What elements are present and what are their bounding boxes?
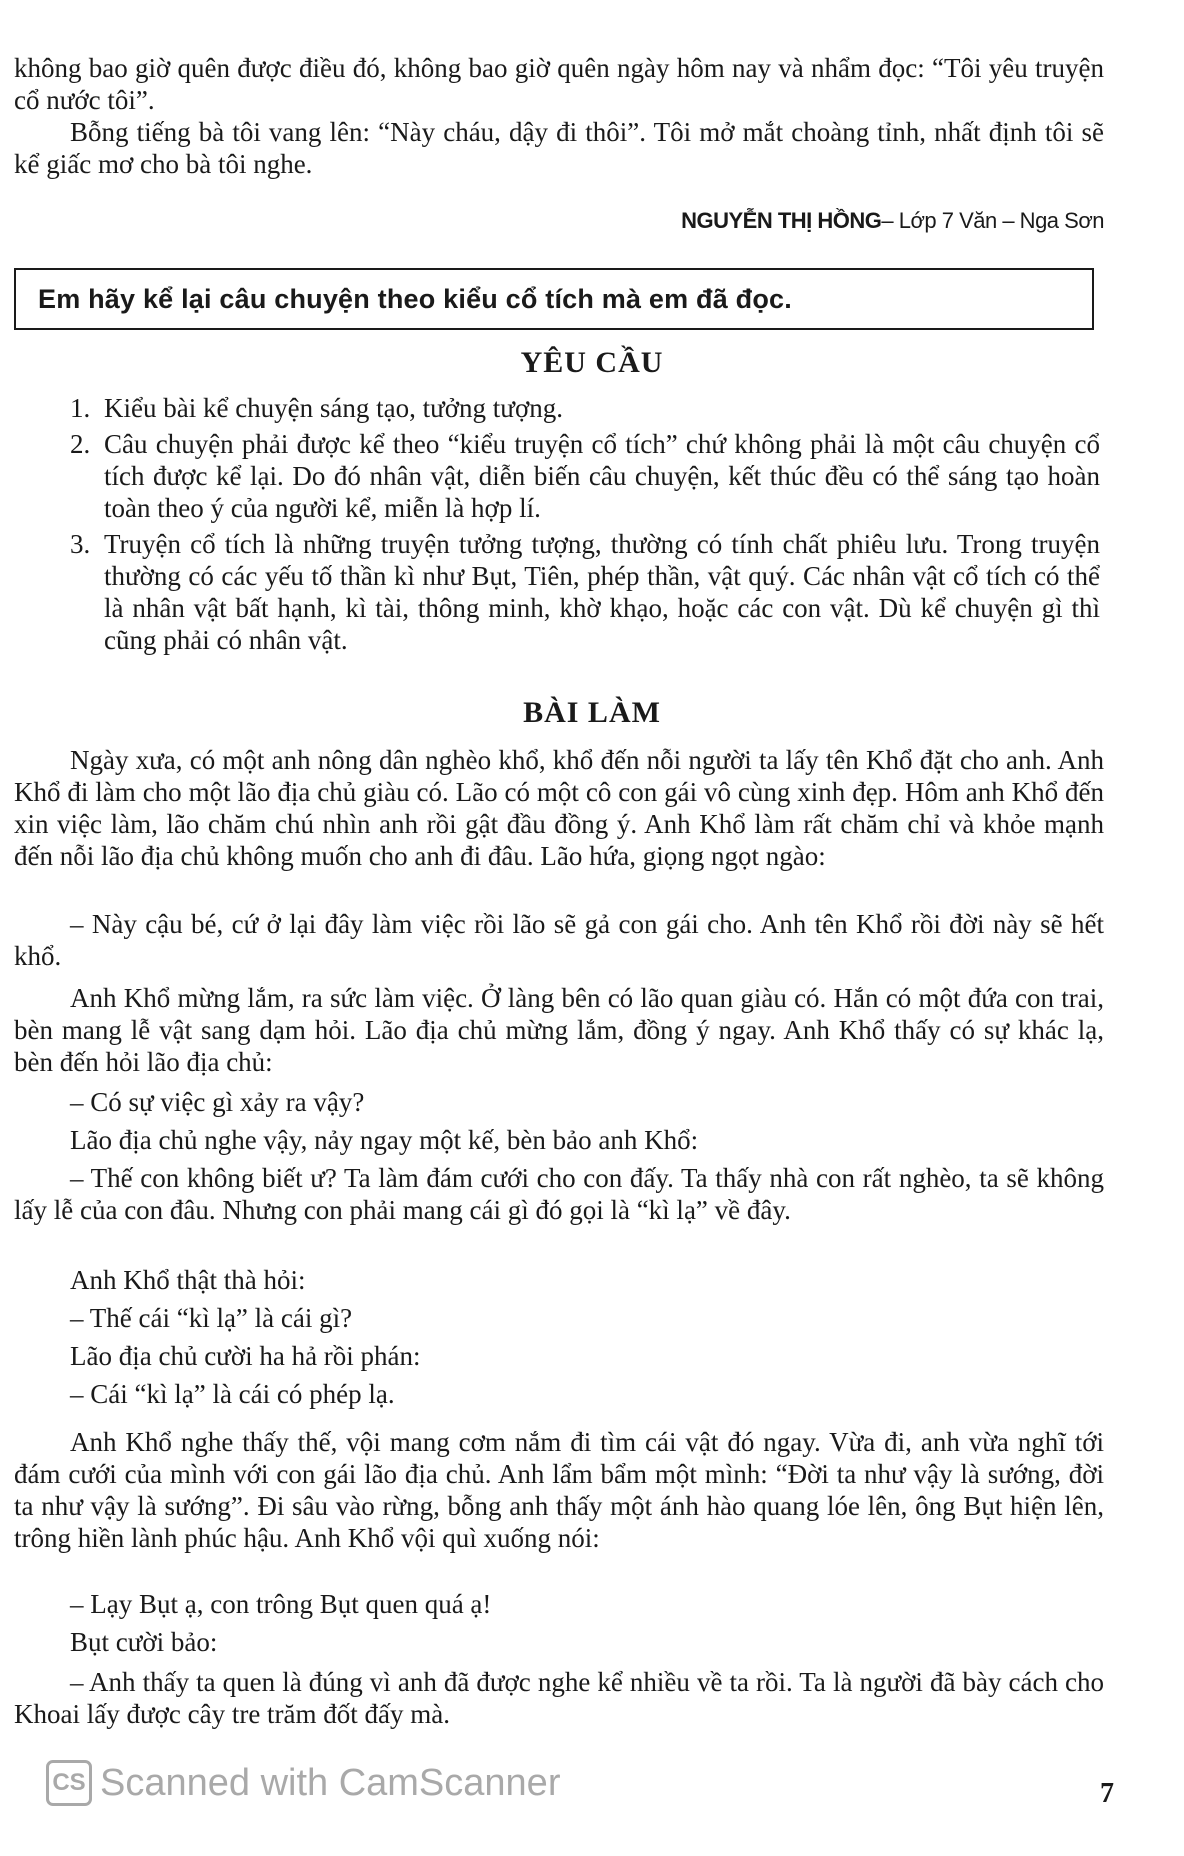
essay-dialog: – Thế cái “kì lạ” là cái gì? bbox=[70, 1303, 353, 1333]
page-number: 7 bbox=[1100, 1778, 1114, 1809]
essay-dialog: – Anh thấy ta quen là đúng vì anh đã được nghe kể nhiều về ta rồi. Ta là người đã bày cách cho Khoai lấy được cây tre trăm đốt đấy mà. bbox=[14, 1667, 1104, 1729]
essay-paragraph: Anh Khổ thật thà hỏi: bbox=[70, 1265, 306, 1295]
requirement-text: Câu chuyện phải được kể theo “kiểu truyện cổ tích” chứ không phải là một câu chuyện cổ tích được kể lại. Do đó nhân vật, diễn biến câu chuyện, kết thúc đều có thể sáng tạo hoàn toàn theo ý của người kể, miễn là hợp lí. bbox=[104, 429, 1100, 523]
requirement-item bbox=[70, 392, 1100, 424]
task-box bbox=[14, 268, 1094, 330]
essay-paragraph: Lão địa chủ nghe vậy, nảy ngay một kế, bèn bảo anh Khổ: bbox=[70, 1125, 699, 1155]
essay-paragraph: Bụt cười bảo: bbox=[70, 1627, 218, 1657]
requirement-item bbox=[70, 528, 1100, 656]
requirement-number: 3. bbox=[70, 529, 91, 559]
essay-dialog: – Cái “kì lạ” là cái có phép lạ. bbox=[70, 1379, 395, 1409]
watermark-text: Scanned with CamScanner bbox=[100, 1761, 561, 1804]
requirement-text: Truyện cổ tích là những truyện tưởng tượng, thường có tính chất phiêu lưu. Trong truyện thường có các yếu tố thần kì như Bụt, Tiên, phép thần, vật quý. Các nhân vật cổ tích có thể là nhân vật bất hạnh, kì tài, thông minh, khờ khạo, hoặc các con vật. Dù kể chuyện gì thì cũng phải có nhân vật. bbox=[104, 529, 1100, 655]
requirement-number: 2. bbox=[70, 429, 91, 459]
essay-paragraph: Lão địa chủ cười ha hả rồi phán: bbox=[70, 1341, 421, 1371]
author-credit bbox=[681, 208, 1104, 234]
essay-paragraph: Ngày xưa, có một anh nông dân nghèo khổ, khổ đến nỗi người ta lấy tên Khổ đặt cho anh. Anh Khổ đi làm cho một lão địa chủ giàu có. Lão có một cô con gái vô cùng xinh đẹp. Hôm anh Khổ đến xin việc làm, lão chăm chú nhìn anh rồi gật đầu đồng ý. Anh Khổ làm rất chăm chỉ và khỏe mạnh đến nỗi lão địa chủ không muốn cho anh đi đâu. Lão hứa, giọng ngọt ngào: bbox=[14, 745, 1104, 871]
essay-paragraph: Anh Khổ nghe thấy thế, vội mang cơm nắm đi tìm cái vật đó ngay. Vừa đi, anh vừa nghĩ tới đám cưới của mình với con gái lão địa chủ. Anh lẩm bẩm một mình: “Đời ta như vậy là sướng, đời ta như vậy là sướng”. Đi sâu vào rừng, bỗng anh thấy một ánh hào quang lóe lên, ông Bụt hiện lên, trông hiền lành phúc hậu. Anh Khổ vội quì xuống nói: bbox=[14, 1427, 1104, 1553]
essay-dialog: – Lạy Bụt ạ, con trông Bụt quen quá ạ! bbox=[70, 1589, 492, 1619]
author-info: – Lớp 7 Văn – Nga Sơn bbox=[881, 208, 1104, 233]
camscanner-logo-icon: CS bbox=[46, 1760, 92, 1806]
requirements-list bbox=[70, 392, 1100, 660]
requirement-text: Kiểu bài kể chuyện sáng tạo, tưởng tượng. bbox=[104, 393, 563, 423]
task-prompt: Em hãy kể lại câu chuyện theo kiểu cổ tích mà em đã đọc. bbox=[38, 283, 792, 314]
essay-dialog: – Thế con không biết ư? Ta làm đám cưới cho con đấy. Ta thấy nhà con rất nghèo, ta sẽ không lấy lễ của con đâu. Nhưng con phải mang cái gì đó gọi là “kì lạ” về đây. bbox=[14, 1163, 1104, 1225]
author-name: NGUYỄN THỊ HỒNG bbox=[681, 208, 882, 233]
essay-paragraph: Anh Khổ mừng lắm, ra sức làm việc. Ở làng bên có lão quan giàu có. Hắn có một đứa con trai, bèn mang lễ vật sang dạm hỏi. Lão địa chủ mừng lắm, đồng ý ngay. Anh Khổ thấy có sự khác lạ, bèn đến hỏi lão địa chủ: bbox=[14, 983, 1104, 1077]
essay-dialog: – Này cậu bé, cứ ở lại đây làm việc rồi lão sẽ gả con gái cho. Anh tên Khổ rồi đời này sẽ hết khổ. bbox=[14, 909, 1104, 971]
camscanner-watermark bbox=[46, 1760, 560, 1806]
essay-dialog: – Có sự việc gì xảy ra vậy? bbox=[70, 1087, 365, 1117]
requirement-item bbox=[70, 428, 1100, 524]
story-end-paragraph-2: Bỗng tiếng bà tôi vang lên: “Này cháu, dậy đi thôi”. Tôi mở mắt choàng tỉnh, nhất định tôi sẽ kể giấc mơ cho bà tôi nghe. bbox=[14, 117, 1104, 179]
story-end-paragraph-1: không bao giờ quên được điều đó, không bao giờ quên ngày hôm nay và nhẩm đọc: “Tôi yêu truyện cổ nước tôi”. bbox=[14, 53, 1104, 115]
requirement-number: 1. bbox=[70, 393, 91, 423]
requirements-heading: YÊU CẦU bbox=[520, 346, 664, 379]
essay-heading: BÀI LÀM bbox=[523, 696, 661, 729]
